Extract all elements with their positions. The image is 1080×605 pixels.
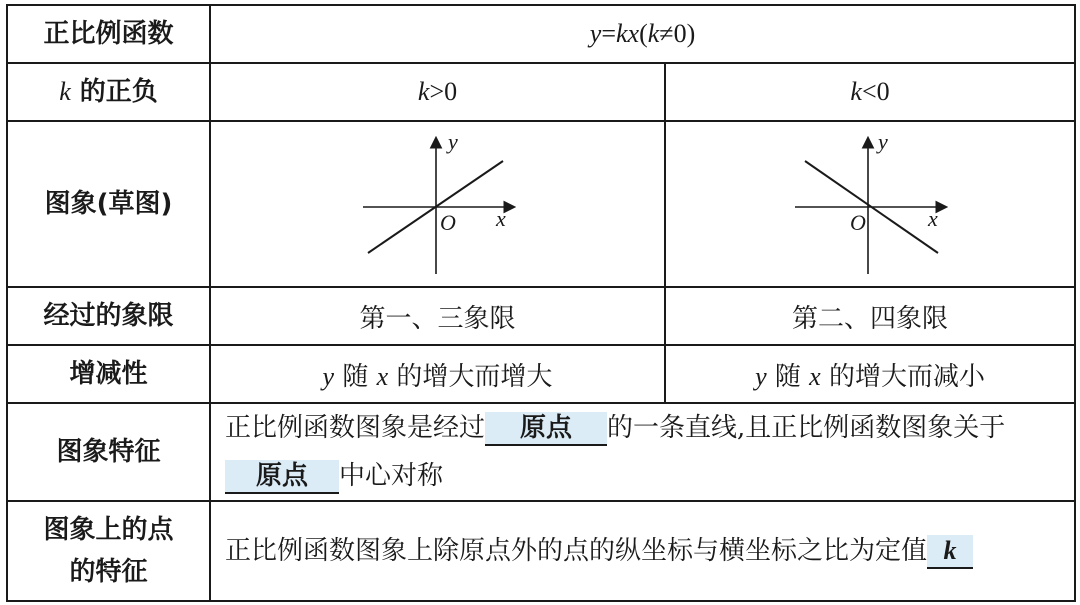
quadrant-negative: 第二、四象限 (665, 287, 1075, 345)
mono-pos-y: y (322, 361, 335, 391)
x-axis-label: x (928, 206, 938, 231)
graph-positive (348, 129, 528, 279)
x-axis-label: x (495, 206, 506, 231)
formula-y: y (589, 19, 602, 48)
label-point-line1: 图象上的点 (43, 515, 174, 545)
quadrant-positive: 第一、三象限 (210, 287, 665, 345)
mono-neg-mid: 随 (766, 361, 810, 392)
feature-text (210, 403, 1075, 501)
sign-negative (665, 63, 1075, 121)
origin-label: O (439, 210, 456, 235)
mono-neg-y: y (755, 361, 767, 391)
origin-label: O (850, 210, 866, 235)
row-sign (7, 63, 1075, 121)
row-function (7, 5, 1075, 63)
formula-rparen: ) (686, 19, 696, 48)
y-axis-label: y (878, 129, 888, 154)
sign-pos-k: k (417, 77, 430, 106)
monotonic-positive (210, 345, 665, 403)
mono-neg-rest: 的增大而减小 (820, 361, 985, 392)
label-monotonic: 增减性 (7, 345, 210, 403)
label-function: 正比例函数 (7, 5, 210, 63)
point-text-main: 正比例函数图象上除原点外的点的纵坐标与横坐标之比为定值 (225, 536, 928, 566)
mono-pos-rest: 的增大而增大 (388, 361, 553, 392)
point-blank: k (927, 535, 973, 569)
sign-pos-rel: >0 (429, 77, 458, 106)
label-sign (7, 63, 210, 121)
row-graph (7, 121, 1075, 287)
point-text (210, 501, 1075, 601)
formula-lparen: ( (639, 19, 648, 48)
feature-text-2: 的一条直线,且正比例函数图象关于 (607, 413, 1006, 443)
label-quadrant: 经过的象限 (7, 287, 210, 345)
properties-table (6, 4, 1076, 602)
label-sign-k: k (59, 77, 71, 106)
formula-cell (210, 5, 1075, 63)
feature-blank-1: 原点 (485, 412, 607, 446)
monotonic-negative (665, 345, 1075, 403)
row-quadrant (7, 287, 1075, 345)
label-graph: 图象(草图) (7, 121, 210, 287)
sign-neg-rel: <0 (861, 77, 890, 106)
feature-blank-2: 原点 (225, 460, 339, 494)
feature-text-3: 中心对称 (339, 461, 444, 491)
feature-text-1: 正比例函数图象是经过 (225, 413, 486, 443)
y-axis-label: y (447, 129, 458, 154)
mono-pos-x: x (376, 361, 389, 391)
row-point (7, 501, 1075, 601)
label-point-line2: 的特征 (69, 557, 148, 587)
label-sign-rest: 的正负 (70, 77, 158, 107)
formula-eq: = (601, 19, 616, 48)
graph-negative-cell (665, 121, 1075, 287)
row-feature (7, 403, 1075, 501)
graph-negative (780, 129, 960, 279)
formula-kx: kx (615, 19, 640, 48)
label-feature: 图象特征 (7, 403, 210, 501)
formula-neq: ≠0 (659, 19, 687, 48)
sign-neg-k: k (850, 77, 862, 106)
mono-pos-mid: 随 (334, 361, 377, 392)
row-monotonic (7, 345, 1075, 403)
label-point (7, 501, 210, 601)
formula-k: k (647, 19, 660, 48)
sign-positive (210, 63, 665, 121)
graph-positive-cell (210, 121, 665, 287)
mono-neg-x: x (809, 361, 821, 391)
